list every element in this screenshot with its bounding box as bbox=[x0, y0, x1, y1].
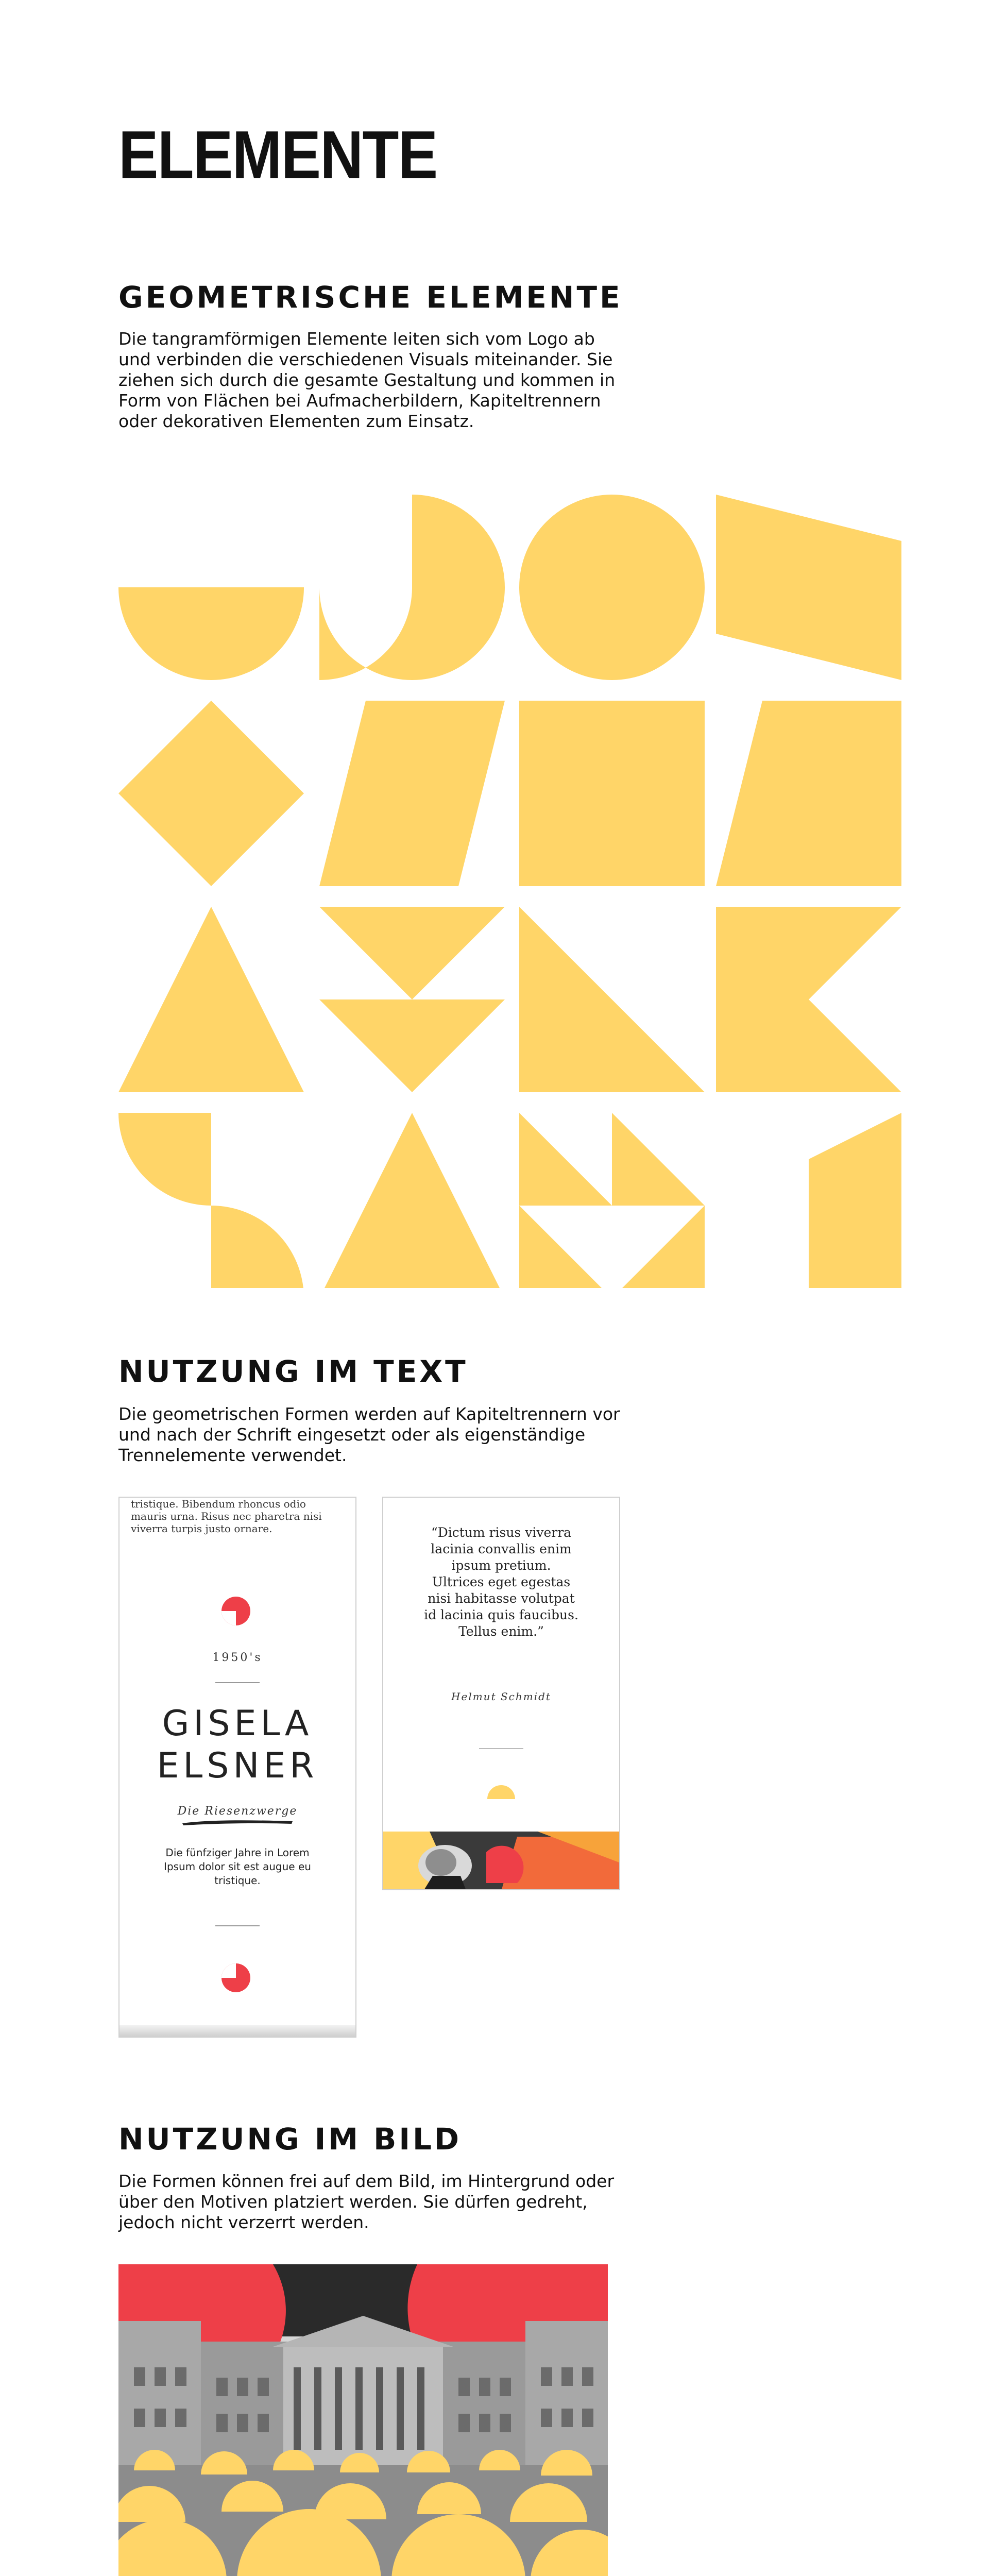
circle-shape bbox=[519, 495, 705, 680]
body-text-line: mauris urna. Risus nec pharetra nisi bbox=[131, 1510, 322, 1522]
small-triangle-shape-3 bbox=[519, 1206, 612, 1288]
small-triangle-shape-2 bbox=[612, 1113, 705, 1206]
geometric-shapes-grid bbox=[118, 495, 901, 1288]
section-title-image-usage: NUTZUNG IM BILD bbox=[118, 2122, 462, 2157]
triangle-down-shape-bottom bbox=[319, 999, 505, 1092]
quarter-circle-shape-top bbox=[118, 1113, 211, 1206]
book-title: Die Riesenzwerge bbox=[177, 1805, 298, 1818]
triangle-shape bbox=[118, 907, 304, 1092]
section-title-geometric: GEOMETRISCHE ELEMENTE bbox=[118, 280, 623, 315]
right-triangle-shape bbox=[519, 907, 705, 1092]
section-text-geometric: Die tangramförmigen Elemente leiten sich vom Logo ab und verbinden die verschiedenen Visuals miteinander. Sie ziehen sich durch die gesamte Gestaltung und kommen in Form von Flächen bei Aufmacherbildern, Kapiteltrennern oder dekorativen Elementen zum Einsatz. bbox=[118, 329, 616, 431]
quarter-circle-shape-bottom bbox=[211, 1206, 304, 1288]
divider-line bbox=[479, 1748, 523, 1749]
trapezoid-shape bbox=[716, 701, 901, 886]
parallelogram-shape-left bbox=[319, 701, 505, 886]
page-title: ELEMENTE bbox=[118, 117, 437, 193]
page-bottom-shadow bbox=[120, 2025, 355, 2037]
page-mockup-right bbox=[382, 1497, 620, 1890]
section-title-text-usage: NUTZUNG IM TEXT bbox=[118, 1354, 468, 1389]
divider-line bbox=[215, 1925, 260, 1926]
quote-line: ipsum pretium. bbox=[451, 1558, 551, 1573]
image-reichstag-collage bbox=[118, 2264, 608, 2576]
body-text-line: tristique. bbox=[214, 1874, 261, 1887]
quote-line: nisi habitasse volutpat bbox=[428, 1591, 575, 1606]
leaf-shape bbox=[319, 495, 505, 680]
section-text-text-usage: Die geometrischen Formen werden auf Kapiteltrennern vor und nach der Schrift eingesetzt oder als eigenständige Trennelemente verwendet. bbox=[118, 1404, 620, 1465]
divider-line bbox=[215, 1682, 260, 1683]
diamond-shape bbox=[118, 701, 304, 886]
quarter-circle-icon-bottom bbox=[220, 1962, 251, 1993]
brush-underline bbox=[180, 1818, 295, 1826]
chevron-shape bbox=[716, 907, 901, 1092]
quote-line: lacinia convallis enim bbox=[431, 1541, 572, 1556]
section-text-image-usage: Die Formen können frei auf dem Bild, im Hintergrund oder über den Motiven platziert werden. Sie dürfen gedreht, jedoch nicht verzerrt werden. bbox=[118, 2171, 615, 2232]
quote-line: “Dictum risus viverra bbox=[431, 1525, 572, 1540]
half-circle-icon bbox=[486, 1784, 516, 1800]
tall-trapezoid-shape bbox=[809, 1113, 901, 1288]
body-text-line: viverra turpis justo ornare. bbox=[131, 1522, 272, 1535]
author-name-last: ELSNER bbox=[157, 1745, 318, 1786]
small-triangle-shape-1 bbox=[519, 1113, 612, 1206]
quarter-circle-icon-top bbox=[220, 1596, 251, 1626]
quote-line: id lacinia quis faucibus. bbox=[424, 1607, 578, 1622]
quote-line: Ultrices eget egestas bbox=[432, 1574, 571, 1589]
year-label: 1950's bbox=[212, 1651, 263, 1664]
parallelogram-shape-vertical bbox=[716, 495, 901, 680]
quote-line: Tellus enim.” bbox=[458, 1624, 544, 1639]
triangle-down-shape-top bbox=[319, 907, 505, 999]
body-text-line: tristique. Bibendum rhoncus odio bbox=[131, 1498, 306, 1510]
half-circle-shape bbox=[118, 587, 304, 680]
body-text-line: Die fünfziger Jahre in Lorem bbox=[165, 1846, 310, 1859]
triangle-shape-center bbox=[319, 1113, 505, 1288]
author-name-first: GISELA bbox=[162, 1703, 313, 1744]
quote-author: Helmut Schmidt bbox=[451, 1690, 551, 1703]
small-triangle-shape-4 bbox=[612, 1206, 705, 1288]
photo-strip bbox=[383, 1832, 619, 1889]
body-text-line: Ipsum dolor sit est augue eu bbox=[164, 1860, 311, 1873]
square-shape bbox=[519, 701, 705, 886]
page-mockup-left bbox=[118, 1497, 356, 2038]
